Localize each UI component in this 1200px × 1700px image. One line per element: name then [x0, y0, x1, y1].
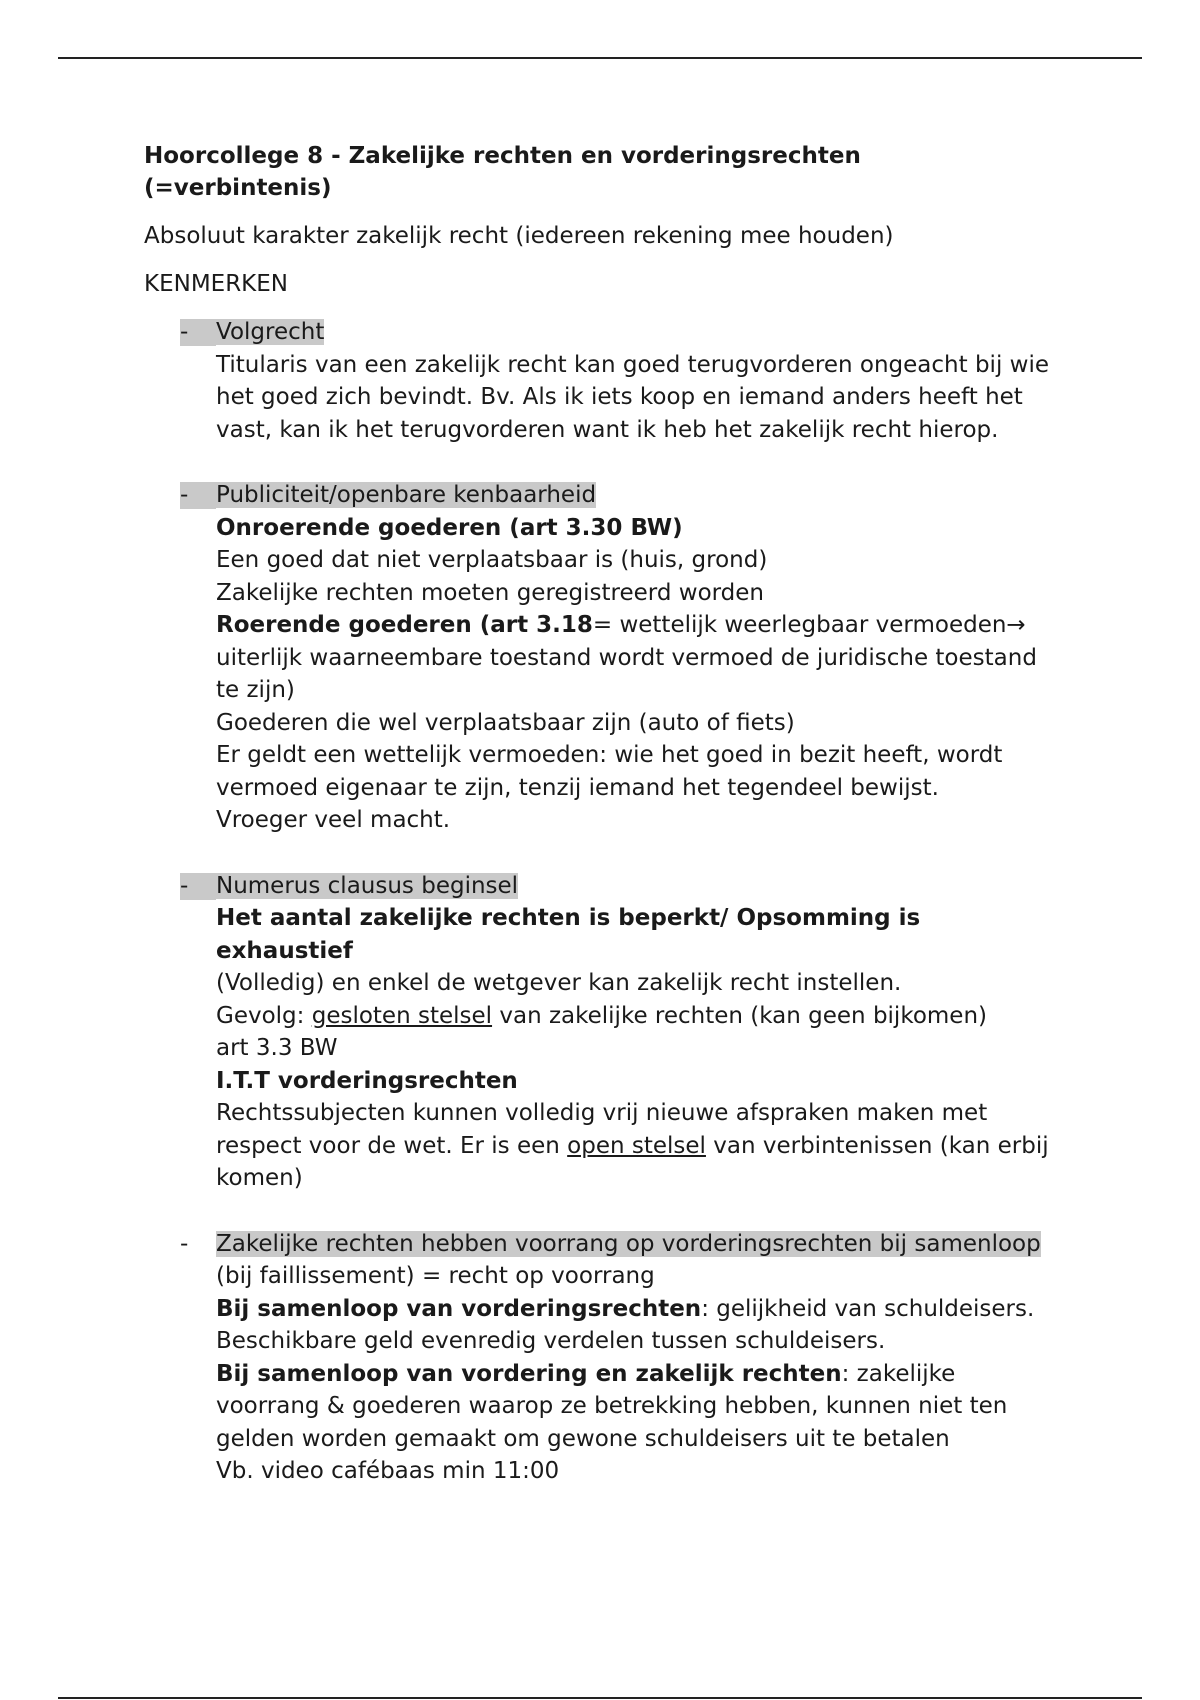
roerend-line-3: Vroeger veel macht.: [216, 807, 451, 833]
item-label: Numerus clausus beginsel: [216, 872, 519, 899]
list-item-volgrecht: [144, 316, 1064, 446]
bullet-dash: -: [180, 319, 189, 345]
voorrang-label-line: [216, 1228, 1064, 1293]
voorrang-label-rest: (bij faillissement) = recht op voorrang: [216, 1263, 655, 1289]
art-line: art 3.3 BW: [216, 1035, 338, 1061]
numerus-text-1: (Volledig) en enkel de wetgever kan zakelijk recht instellen.: [216, 970, 902, 996]
roerend-heading: Roerende goederen (art 3.18: [216, 612, 593, 638]
intro-text: Absoluut karakter zakelijk recht (iedereen rekening mee houden): [144, 223, 894, 249]
vord-paragraph: [216, 1293, 1064, 1358]
bullet-dash: -: [180, 482, 189, 508]
item-label: Volgrecht: [216, 319, 325, 345]
bullet-dash: -: [180, 872, 189, 899]
item-label: Publiciteit/openbare kenbaarheid: [216, 482, 597, 508]
gevolg-underline: gesloten stelsel: [311, 1002, 493, 1029]
roerend-line-1: Goederen die wel verplaatsbaar zijn (auto of fiets): [216, 709, 795, 736]
item-label: Zakelijke rechten hebben voorrang op vorderingsrechten bij samenloop: [216, 1230, 1041, 1257]
onroerend-heading: Onroerende goederen (art 3.30 BW): [216, 514, 683, 541]
document-body: [144, 140, 1064, 1521]
zak-bold: Bij samenloop van vordering en zakelijk rechten: [216, 1360, 842, 1387]
list-item-numerus-clausus: [144, 870, 1064, 1195]
title-line-2: (=verbintenis): [144, 175, 332, 201]
item-text: Titularis van een zakelijk recht kan goed terugvorderen ongeacht bij wie het goed zich bevindt. Bv. Als ik iets koop en iemand anders heeft het vast, kan ik het terugvorderen want ik heb het zakelijk recht hierop.: [216, 351, 1049, 443]
bullet-dash: -: [180, 1230, 189, 1257]
page-title: [144, 140, 1064, 204]
bottom-rule: [58, 1697, 1142, 1699]
gevolg-post: van zakelijke rechten (kan geen bijkomen): [492, 1002, 987, 1029]
roerend-line-2: Er geldt een wettelijk vermoeden: wie het goed in bezit heeft, wordt vermoed eigenaar te zijn, tenzij iemand het tegendeel bewijst.: [216, 742, 1003, 801]
onroerend-line-1: Een goed dat niet verplaatsbaar is (huis, grond): [216, 547, 768, 573]
itt-pre: Rechtssubjecten kunnen volledig vrij nieuwe afspraken maken met respect voor de wet. Er is een: [216, 1100, 988, 1159]
zak-paragraph: [216, 1358, 1064, 1456]
gevolg-line: [216, 1000, 1064, 1033]
example-line: Vb. video cafébaas min 11:00: [216, 1458, 560, 1484]
vord-bold: Bij samenloop van vorderingsrechten: [216, 1295, 702, 1322]
vord-rest: : gelijkheid van schuldeisers. Beschikbare geld evenredig verdelen tussen schuldeisers.: [216, 1295, 1035, 1354]
numerus-bold: Het aantal zakelijke rechten is beperkt/ Opsomming is exhaustief: [216, 905, 921, 964]
roerend-rest: = wettelijk weerlegbaar vermoeden→ uiterlijk waarneembare toestand wordt vermoed de juridische toestand te zijn): [216, 612, 1037, 703]
itt-underline: open stelsel: [567, 1132, 706, 1159]
roerend-paragraph: [216, 609, 1064, 707]
gevolg-pre: Gevolg:: [216, 1002, 312, 1029]
list-item-publiciteit: [144, 479, 1064, 837]
itt-paragraph: [216, 1097, 1064, 1195]
top-rule: [58, 57, 1142, 59]
onroerend-line-2: Zakelijke rechten moeten geregistreerd worden: [216, 579, 765, 606]
itt-post: van verbintenissen (kan erbij komen): [216, 1132, 1049, 1191]
zak-rest: : zakelijke voorrang & goederen waarop ze betrekking hebben, kunnen niet ten gelden worden gemaakt om gewone schuldeisers uit te betalen: [216, 1360, 1008, 1452]
itt-heading: I.T.T vorderingsrechten: [216, 1067, 518, 1094]
section-heading: KENMERKEN: [144, 271, 288, 297]
list-item-voorrang: [144, 1228, 1064, 1488]
title-line-1: Hoorcollege 8 - Zakelijke rechten en vorderingsrechten: [144, 143, 861, 169]
